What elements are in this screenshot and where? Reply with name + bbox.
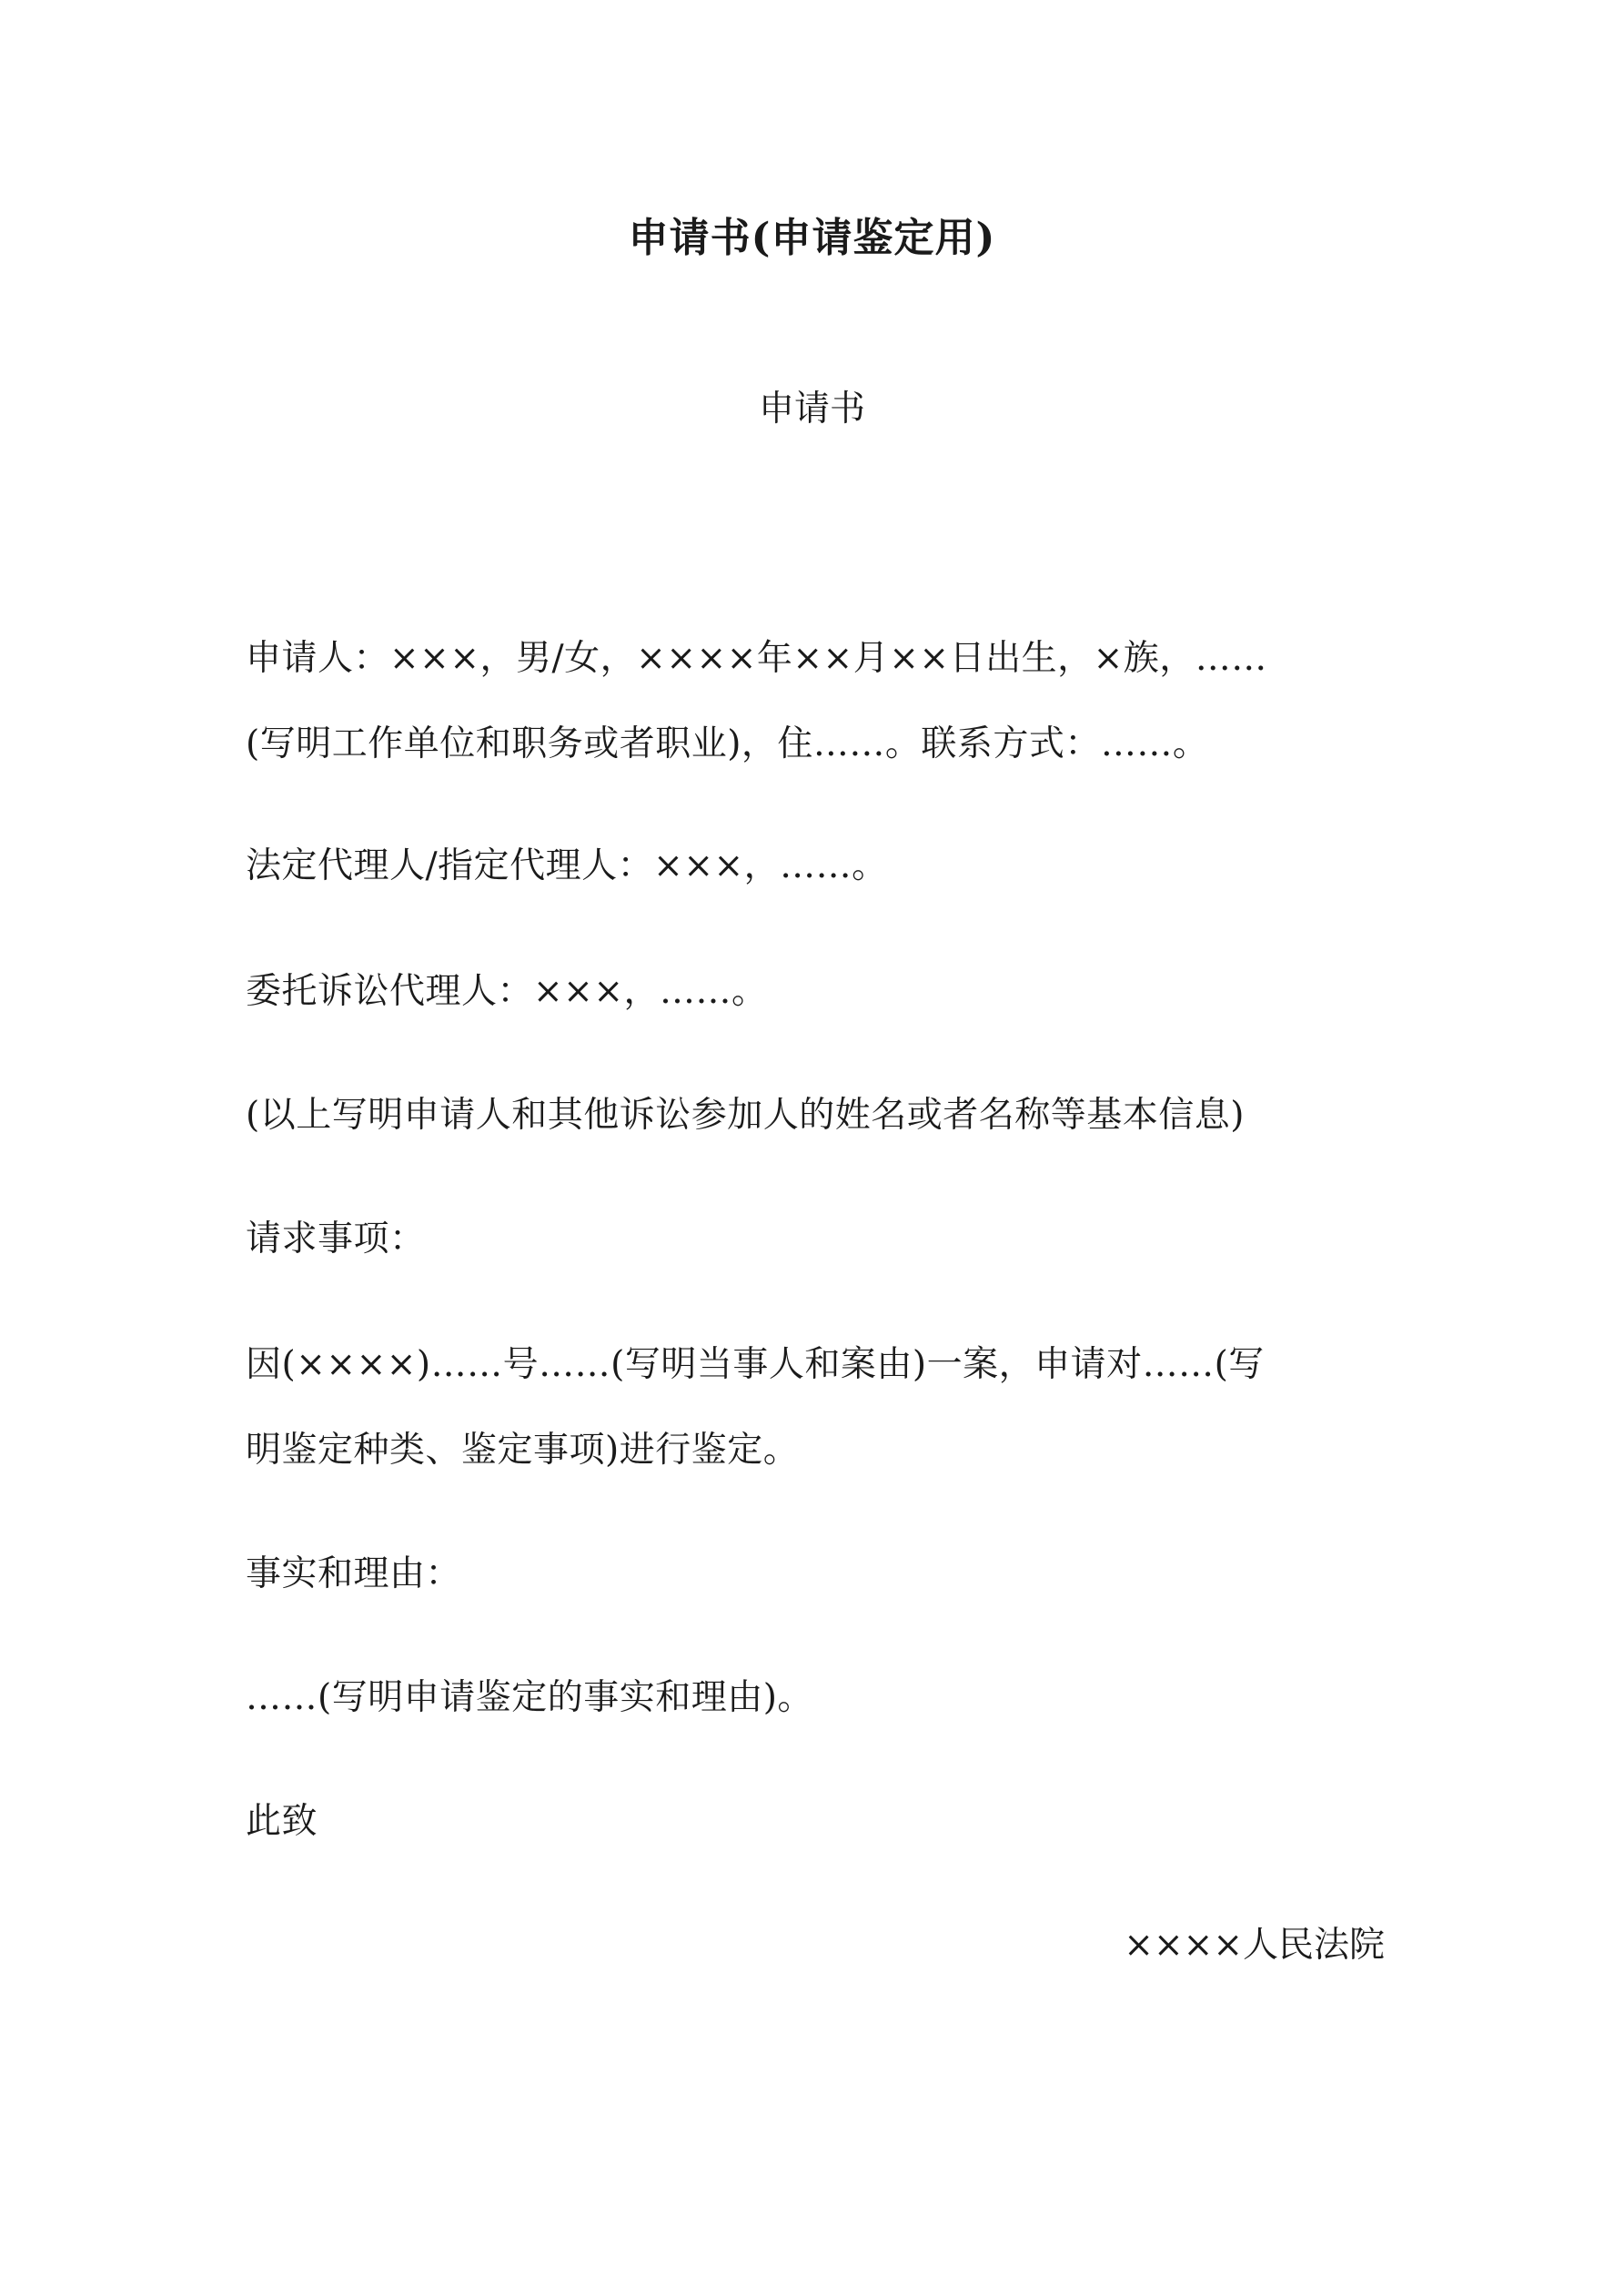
info-note: (以上写明申请人和其他诉讼参加人的姓名或者名称等基本信息) — [246, 1095, 1245, 1136]
applicant-line-2: (写明工作单位和职务或者职业)，住……。联系方式：……。 — [246, 723, 1209, 764]
court-name: ××××人民法院 — [1124, 1925, 1385, 1966]
facts-body: ……(写明申请鉴定的事实和理由)。 — [246, 1677, 813, 1718]
facts-heading: 事实和理由： — [246, 1553, 462, 1594]
applicant-line-1: 申请人：×××，男/女，××××年××月××日出生，×族，…… — [246, 638, 1267, 679]
legal-agent-line: 法定代理人/指定代理人：×××，……。 — [246, 845, 888, 886]
entrusted-agent-line: 委托诉讼代理人：×××，……。 — [246, 971, 768, 1012]
request-line-2: 明鉴定种类、鉴定事项)进行鉴定。 — [246, 1430, 800, 1471]
request-heading: 请求事项： — [246, 1219, 426, 1259]
document-subtitle: 申请书 — [758, 389, 865, 430]
document-title: 申请书(申请鉴定用) — [628, 215, 996, 261]
salutation: 此致 — [246, 1801, 318, 1842]
request-line-1: 因(××××)……号……(写明当事人和案由)一案，申请对……(写 — [246, 1344, 1265, 1385]
